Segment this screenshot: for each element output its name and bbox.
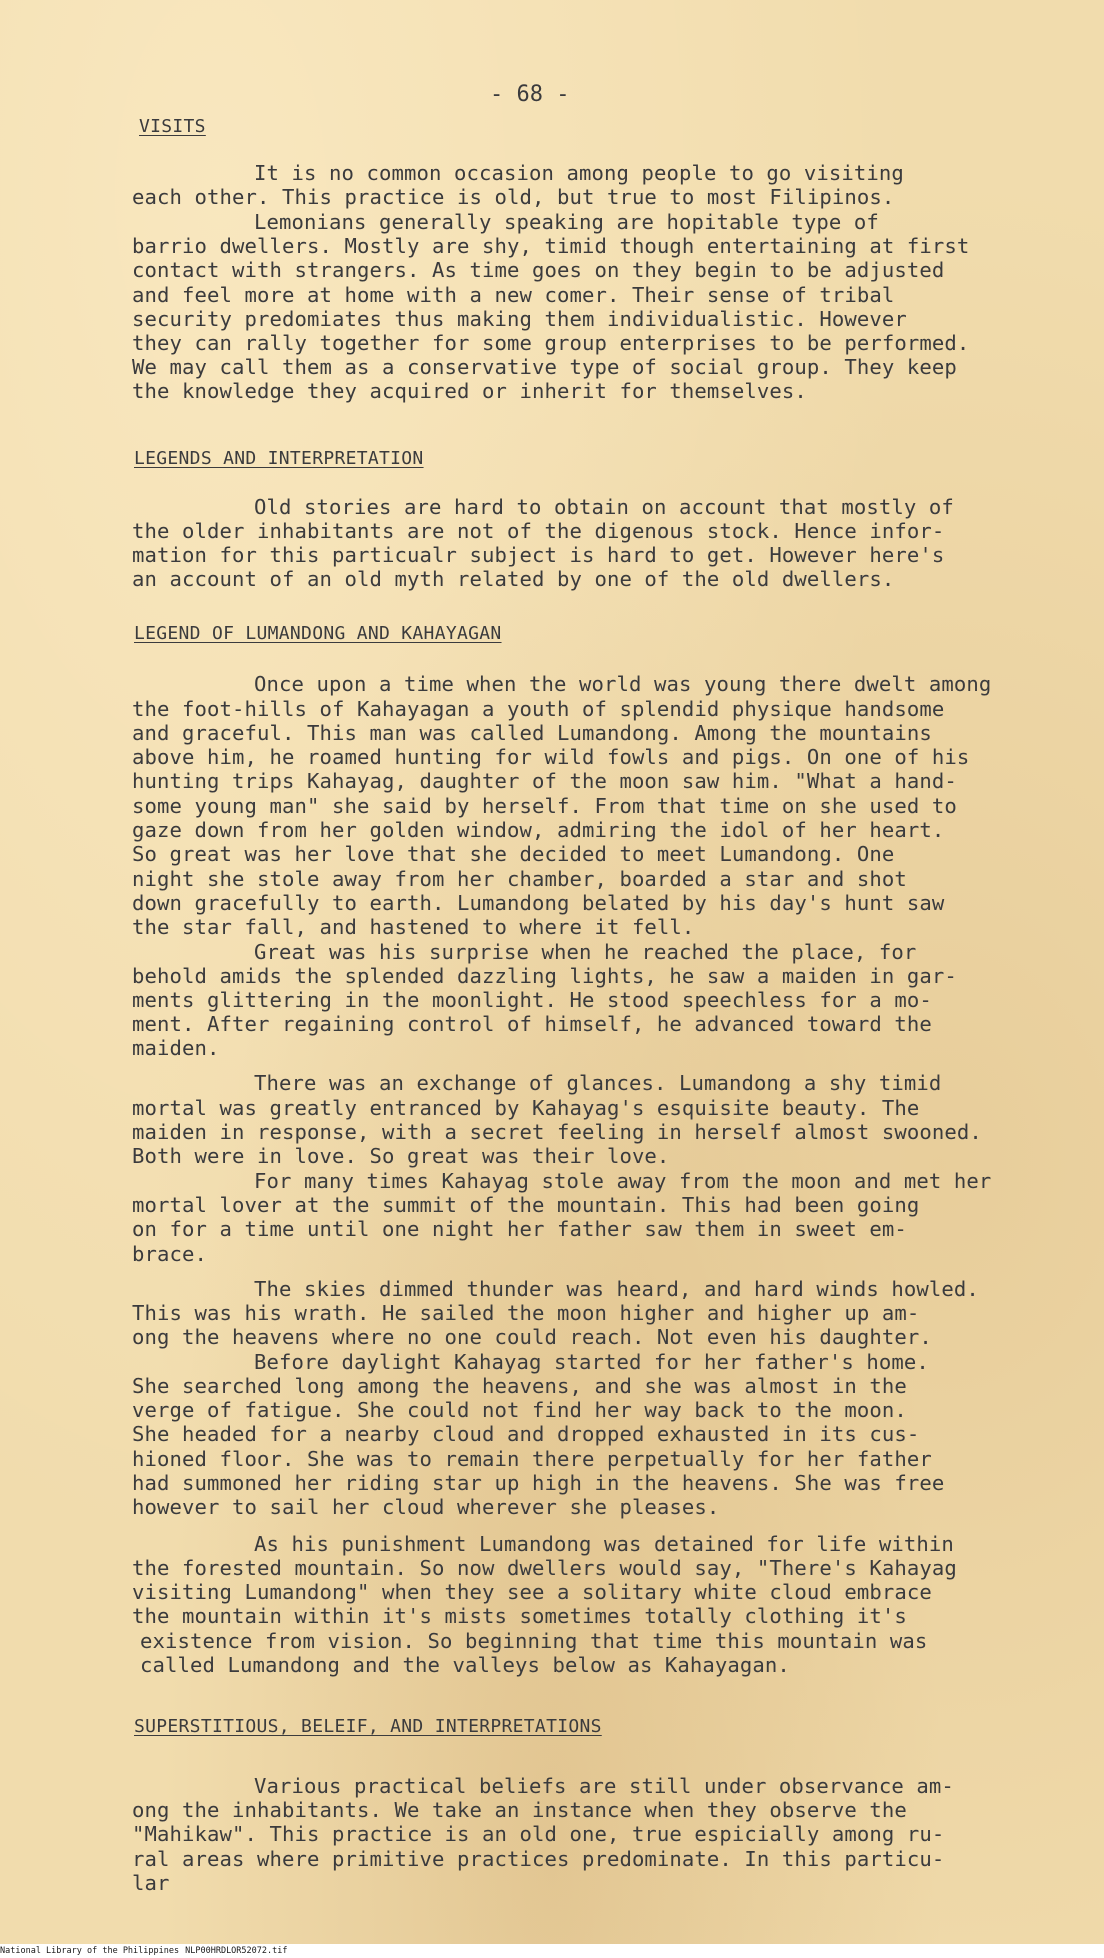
text-line: There was an exchange of glances. Lumandong a shy timid [254,1071,942,1095]
text-line: existence from vision. So beginning that time this mountain was [140,1629,928,1653]
text-line: Once upon a time when the world was young there dwelt among [254,672,992,696]
text-line: the knowledge they acquired or inherit for themselves. [132,379,807,403]
text-line: mortal was greatly entranced by Kahayag's esquisite beauty. The [132,1096,920,1120]
text-line: each other. This practice is old, but true to most Filipinos. [132,185,895,209]
text-line: As his punishment Lumandong was detained for life within [254,1532,954,1556]
text-line: called Lumandong and the valleys below as Kahayagan. [140,1653,790,1677]
scan-footer [0,1946,293,1956]
text-line: night she stole away from her chamber, boarded a star and shot [132,867,907,891]
text-line: the older inhabitants are not of the digenous stock. Hence infor- [132,519,945,543]
text-line: and feel more at home with a new comer. Their sense of tribal [132,283,895,307]
text-line: the forested mountain. So now dwellers would say, "There's Kahayag [132,1556,957,1580]
text-line: Great was his surprise when he reached the place, for [254,940,917,964]
text-line: ral areas where primitive practices predominate. In this particu- [132,1847,945,1871]
text-line: barrio dwellers. Mostly are shy, timid though entertaining at first [132,234,970,258]
text-line: hunting trips Kahayag, daughter of the moon saw him. "What a hand- [132,769,957,793]
text-line: Both were in love. So great was their love. [132,1144,670,1168]
page-number: - 68 - [490,82,570,107]
section-heading-visits: VISITS [139,116,206,137]
text-line: visiting Lumandong" when they see a solitary white cloud embrace [132,1580,932,1604]
text-line: This was his wrath. He sailed the moon higher and higher up am- [132,1301,920,1325]
text-line: She searched long among the heavens, and she was almost in the [132,1374,907,1398]
text-line: The skies dimmed thunder was heard, and hard winds howled. [254,1277,979,1301]
footer-file-id: NLP00HRDLOR52072.tif [185,1946,288,1956]
text-line: She headed for a nearby cloud and dropped exhausted in its cus- [132,1422,920,1446]
text-line: security predomiates thus making them individualistic. However [132,307,907,331]
text-line: had summoned her riding star up high in the heavens. She was free [132,1471,945,1495]
text-line: Lemonians generally speaking are hopitable type of [254,210,879,234]
section-heading-legend-lumandong: LEGEND OF LUMANDONG AND KAHAYAGAN [134,623,502,644]
text-line: contact with strangers. As time goes on they begin to be adjusted [132,258,945,282]
text-line: ong the inhabitants. We take an instance when they observe the [132,1798,907,1822]
text-line: above him, he roamed hunting for wild fowls and pigs. On one of his [132,745,970,769]
text-line: ment. After regaining control of himself, he advanced toward the [132,1012,932,1036]
text-line: on for a time until one night her father saw them in sweet em- [132,1217,907,1241]
text-line: So great was her love that she decided to meet Lumandong. One [132,842,895,866]
text-line: mortal lover at the summit of the mountain. This had been going [132,1193,920,1217]
text-line: however to sail her cloud wherever she pleases. [132,1495,720,1519]
text-line: ments glittering in the moonlight. He stood speechless for a mo- [132,988,932,1012]
text-line: the star fall, and hastened to where it fell. [132,915,695,939]
text-line: ong the heavens where no one could reach. Not even his daughter. [132,1325,932,1349]
text-line: We may call them as a conservative type of social group. They keep [132,355,957,379]
text-line: lar [132,1871,170,1895]
text-line: they can rally together for some group enterprises to be performed. [132,331,970,355]
text-line: and graceful. This man was called Lumandong. Among the mountains [132,721,932,745]
section-heading-legends: LEGENDS AND INTERPRETATION [134,448,424,469]
text-line: maiden. [132,1036,220,1060]
text-line: down gracefully to earth. Lumandong belated by his day's hunt saw [132,891,945,915]
text-line: mation for this particualr subject is hard to get. However here's [132,543,945,567]
text-line: brace. [132,1242,207,1266]
text-line: Various practical beliefs are still under observance am- [254,1774,954,1798]
text-line: hioned floor. She was to remain there perpetually for her father [132,1447,932,1471]
section-heading-superstitious: SUPERSTITIOUS, BELEIF, AND INTERPRETATIONS [134,1716,602,1737]
text-line: Old stories are hard to obtain on account that mostly of [254,495,954,519]
text-line: behold amids the splended dazzling lights, he saw a maiden in gar- [132,964,957,988]
text-line: the foot-hills of Kahayagan a youth of splendid physique handsome [132,697,945,721]
text-line: It is no common occasion among people to go visiting [254,161,904,185]
text-line: an account of an old myth related by one of the old dwellers. [132,567,895,591]
text-line: For many times Kahayag stole away from the moon and met her [254,1169,992,1193]
footer-institution: National Library of the Philippines [0,1946,180,1956]
text-line: maiden in response, with a secret feeling in herself almost swooned. [132,1120,982,1144]
text-line: "Mahikaw". This practice is an old one, true espicially among ru- [132,1822,945,1846]
text-line: the mountain within it's mists sometimes totally clothing it's [132,1604,907,1628]
text-line: some young man" she said by herself. From that time on she used to [132,794,957,818]
text-line: gaze down from her golden window, admiring the idol of her heart. [132,818,945,842]
text-line: Before daylight Kahayag started for her father's home. [254,1350,929,1374]
text-line: verge of fatigue. She could not find her way back to the moon. [132,1398,907,1422]
